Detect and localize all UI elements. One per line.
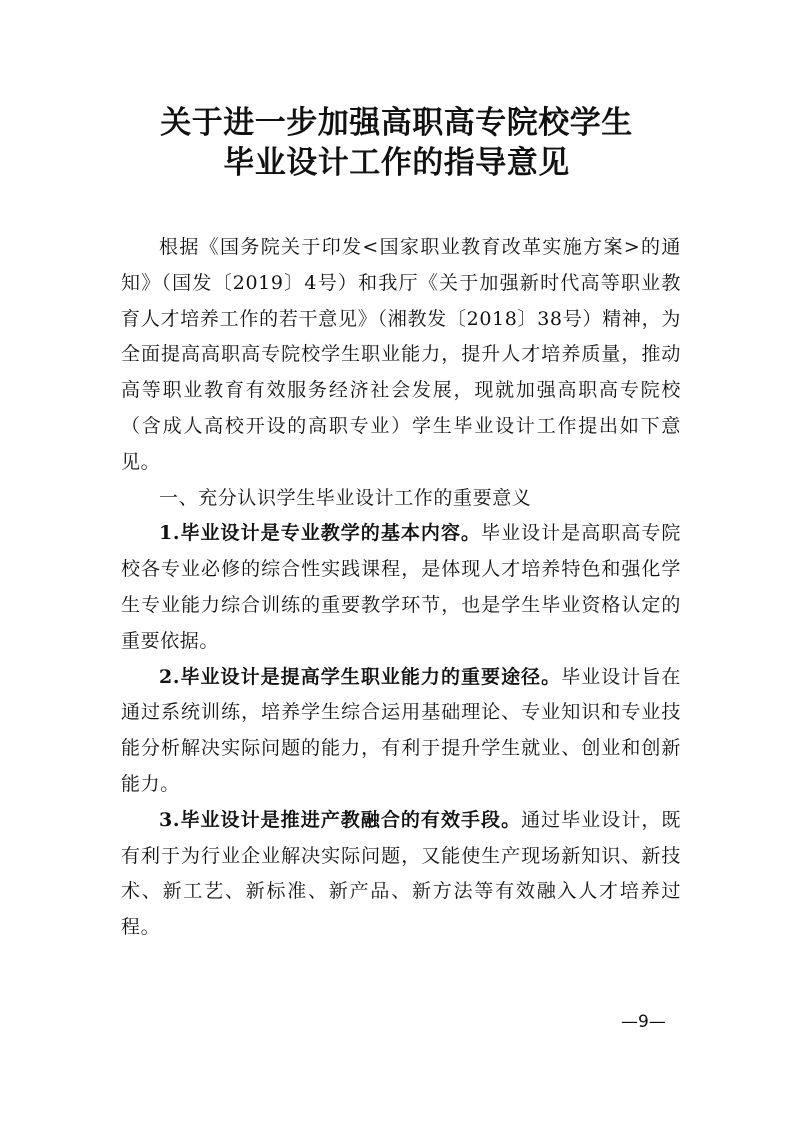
item-lead-3: 3.毕业设计是推进产教融合的有效手段。 [159,808,522,831]
item-paragraph-2 [121,660,681,803]
intro-paragraph: 根据《国务院关于印发<国家职业教育改革实施方案>的通知》（国发〔2019〕4号）和我厅《关于加强新时代高等职业教育人才培养工作的若干意见》（湘教发〔2018〕38号）精神，为全面提高高职高专院校学生职业能力，提升人才培养质量，推动高等职业教育有效服务经济社会发展，现就加强高职高专院校（含成人高校开设的高职专业）学生毕业设计工作提出如下意见。 [121,236,681,473]
page-number: —9— [621,1012,666,1032]
section-heading: 一、充分认识学生毕业设计工作的重要意义 [159,486,532,509]
document-body [121,230,681,946]
item-paragraph-1 [121,516,681,659]
item-lead-1: 1.毕业设计是专业教学的基本内容。 [159,522,482,545]
document-title-line-2: 毕业设计工作的指导意见 [223,145,570,181]
item-paragraph-3 [121,803,681,946]
item-text-2: 毕业设计旨在通过系统训练，培养学生综合运用基础理论、专业知识和专业技能分析解决实际问题的能力，有利于提升学生就业、创业和创新能力。 [121,665,681,795]
item-text-3: 通过毕业设计，既有利于为行业企业解决实际问题，又能使生产现场新知识、新技术、新工艺、新标准、新产品、新方法等有效融入人才培养过程。 [121,808,681,939]
item-lead-2: 2.毕业设计是提高学生职业能力的重要途径。 [159,665,562,688]
document-title-line-1: 关于进一步加强高职高专院校学生 [160,105,633,141]
item-text-1: 毕业设计是高职高专院校各专业必修的综合性实践课程，是体现人才培养特色和强化学生专业能力综合训练的重要教学环节，也是学生毕业资格认定的重要依据。 [121,522,681,652]
